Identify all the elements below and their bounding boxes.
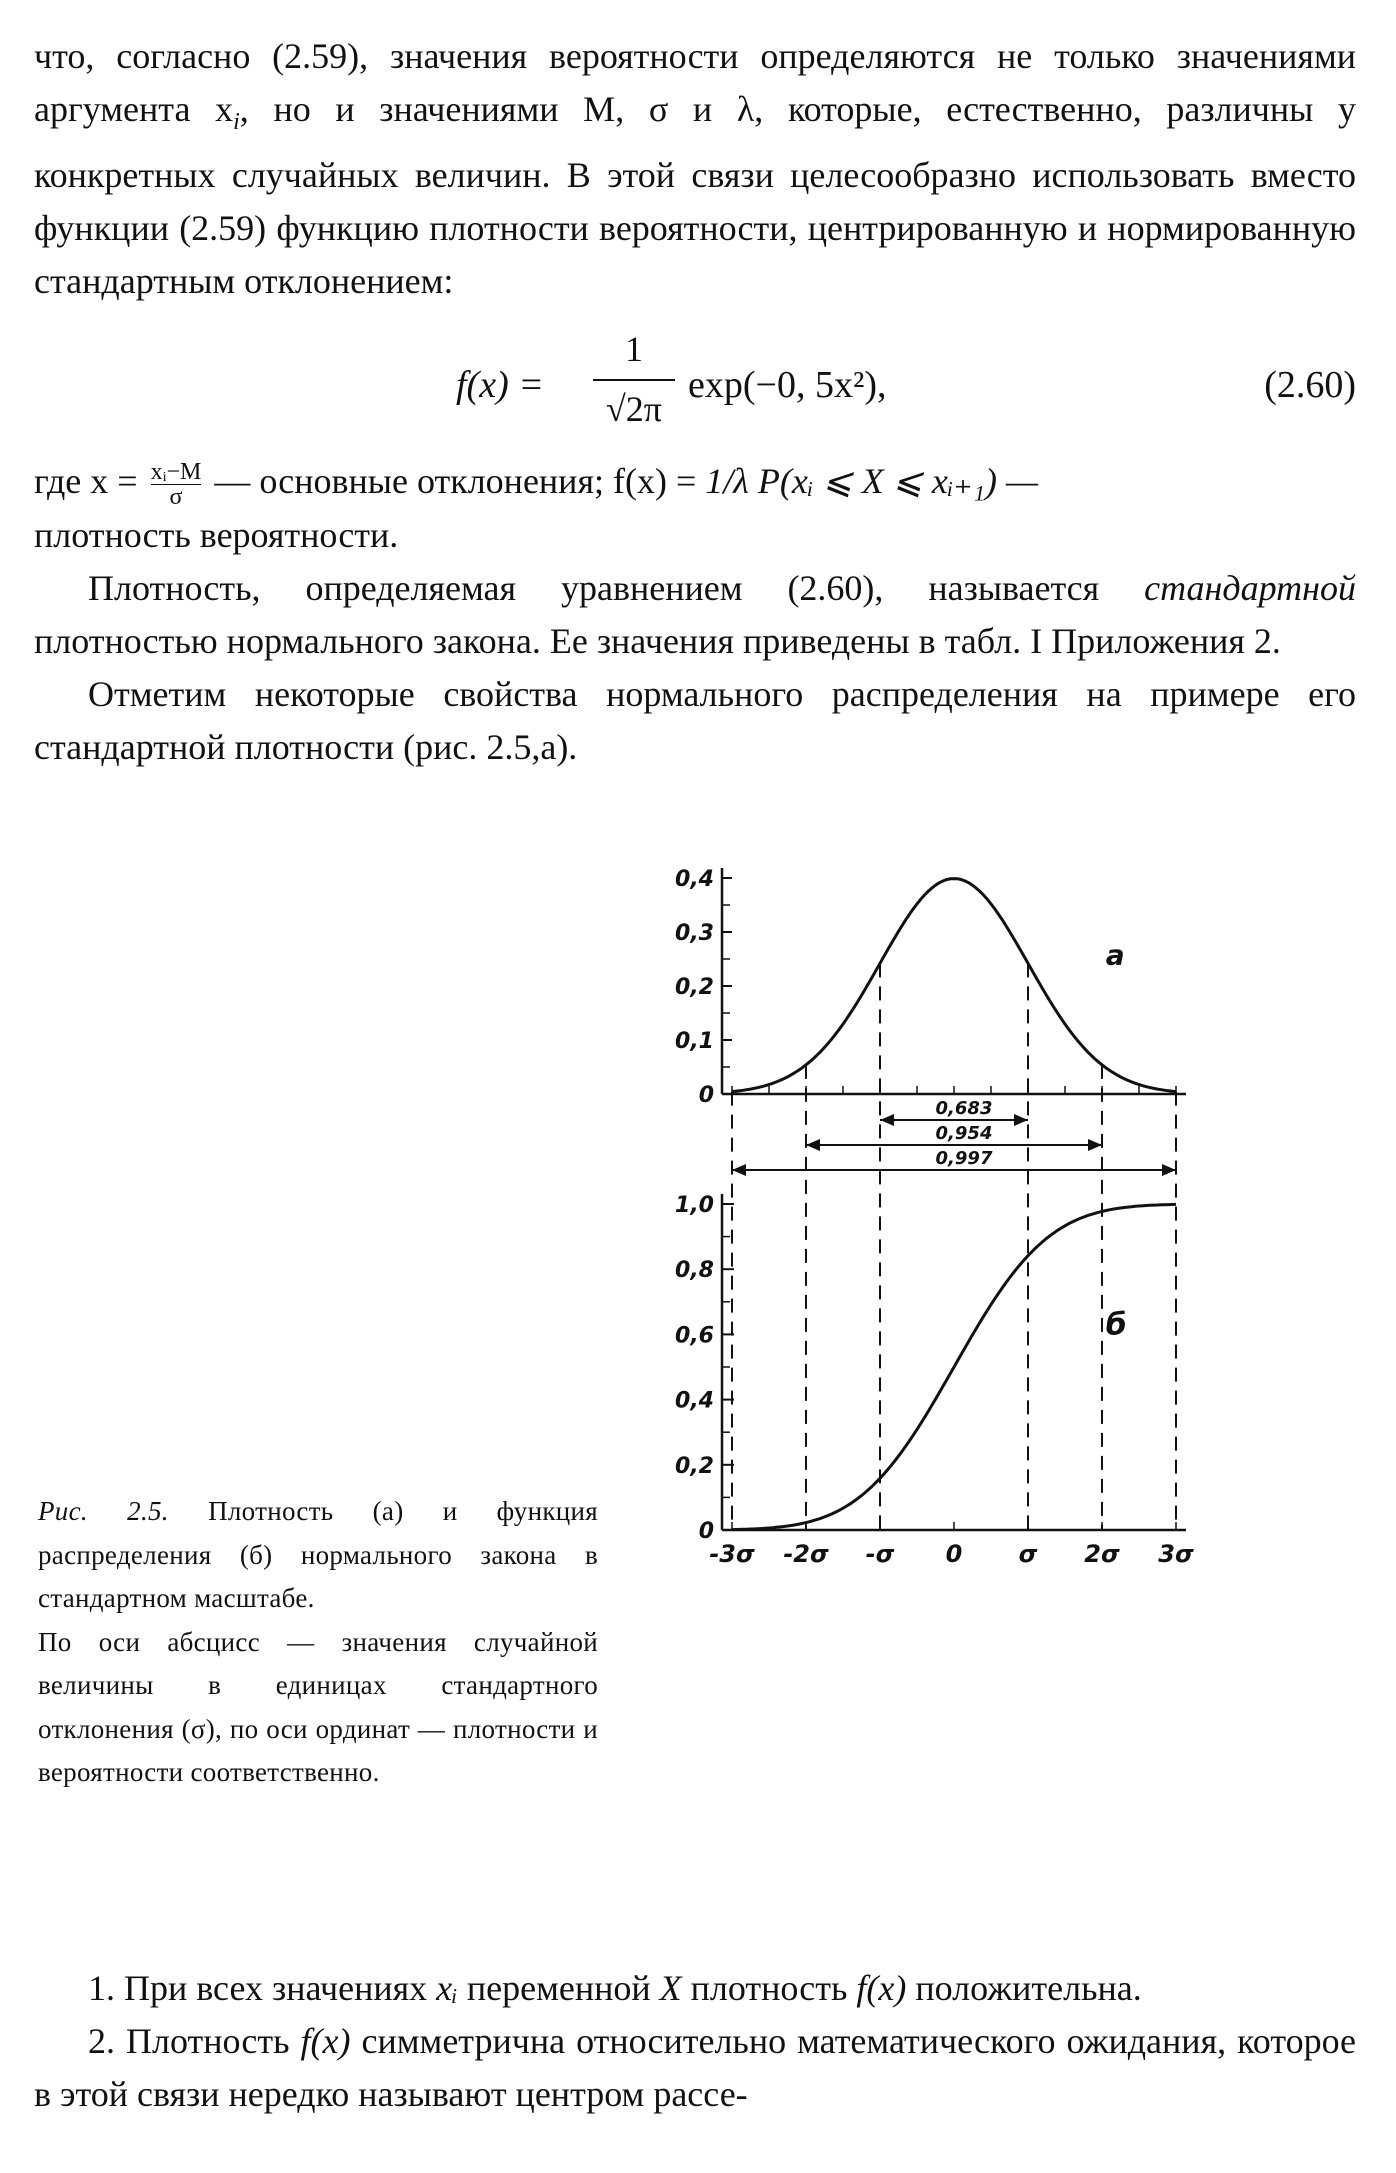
- arrow-head-left: [806, 1139, 820, 1151]
- formula-number: (2.60): [1264, 364, 1356, 406]
- panel-label-a: а: [1105, 938, 1125, 972]
- figure-svg: [640, 850, 1360, 1910]
- density-curve: [732, 879, 1176, 1092]
- paragraph-1-continued: , но и значениями M, σ и λ, которые, естественно, различны у конкретных случайных величин. В этой связи целесообразно использовать вместо функции (2.59) функцию плотности вероятности, центрированную и нормированную стандартным отклонением:: [34, 89, 1356, 302]
- tick-label-y-b: 0,2: [675, 1453, 714, 1479]
- p3-italic: стандартной: [1144, 568, 1356, 609]
- cdf-curve: [732, 1204, 1176, 1529]
- paragraph-6: [34, 2015, 1356, 2121]
- arrow-head-right: [1088, 1139, 1102, 1151]
- p2-frac-num: xᵢ−M: [150, 459, 202, 486]
- formula-2-60: [0, 325, 1396, 445]
- arrow-head-right: [1162, 1164, 1176, 1176]
- panel-label-b: б: [1105, 1307, 1127, 1343]
- paragraph-1: [34, 30, 1356, 308]
- arrow-head-left: [880, 1114, 894, 1126]
- interval-label: 0,997: [935, 1148, 993, 1169]
- p2-fraction: [151, 460, 202, 509]
- p2-frac-den: σ: [169, 484, 183, 511]
- p2-probability: 1/λ P(xᵢ ⩽ X ⩽ xᵢ₊₁) —: [705, 461, 1039, 501]
- p5-f: f(x): [856, 1968, 907, 2008]
- p5-a: 1. При всех значениях: [88, 1968, 437, 2008]
- p6-a: 2. Плотность: [88, 2021, 301, 2061]
- formula-lhs: f(x) =: [456, 364, 544, 406]
- tick-label-y-a: 0,1: [675, 1029, 714, 1054]
- figure-2-5: [640, 850, 1360, 1915]
- tick-label-x-b: 0: [945, 1540, 963, 1568]
- p5-b: переменной: [457, 1968, 660, 2008]
- tick-label-y-a: 0,3: [675, 921, 714, 946]
- text-block-top: [34, 30, 1356, 308]
- caption-text-2: По оси абсцисс — значения случайной величины в единицах стандартного отклонения (σ), по оси ординат — плотности и вероятности соответственно.: [38, 1626, 598, 1787]
- caption-text-1: Плотность (а) и функция распределения (б) нормального закона в стандартном масштабе.: [38, 1496, 598, 1613]
- arrow-head-left: [732, 1164, 746, 1176]
- p5-var: xᵢ: [436, 1968, 458, 2008]
- tick-label-x-b: 2σ: [1084, 1540, 1120, 1568]
- tick-label-y-a: 0: [698, 1083, 714, 1108]
- tick-label-x-b: -2σ: [783, 1540, 829, 1568]
- interval-label: 0,683: [935, 1098, 993, 1119]
- tick-label-y-b: 0,8: [675, 1258, 714, 1284]
- p5-X: X: [659, 1968, 682, 2008]
- p2-end: плотность вероятности.: [34, 515, 399, 556]
- tick-label-x-b: -3σ: [709, 1540, 755, 1568]
- p2-start: где x =: [34, 461, 147, 501]
- tick-label-y-b: 0: [698, 1519, 714, 1544]
- text-block-middle: [34, 455, 1356, 774]
- tick-label-x-b: 3σ: [1158, 1540, 1194, 1568]
- p6-b: симметрична относительно математического ожидания, которое в этой связи нередко называют центром рассе-: [34, 2021, 1356, 2114]
- formula-rhs: exp(−0, 5x²),: [688, 364, 887, 406]
- paragraph-3: [34, 562, 1356, 668]
- p3-end: плотностью нормального закона. Ее значения приведены в табл. I Приложения 2.: [34, 621, 1281, 662]
- formula-numerator: 1: [625, 329, 643, 369]
- tick-label-y-b: 0,6: [675, 1323, 714, 1349]
- p2-mid: — основные отклонения; f(x) =: [205, 461, 706, 501]
- tick-label-x-b: σ: [1018, 1540, 1038, 1568]
- arrow-head-right: [1014, 1114, 1028, 1126]
- p3-start: Плотность, определяемая уравнением (2.60), называется: [88, 568, 1145, 609]
- formula-denominator: √2π: [606, 389, 662, 429]
- fraction-bar: [593, 379, 675, 381]
- p5-c: плотность: [681, 1968, 857, 2008]
- p6-f: f(x): [300, 2021, 351, 2061]
- text-block-bottom: [34, 1962, 1356, 2121]
- paragraph-4: Отметим некоторые свойства нормального распределения на примере его стандартной плотности (рис. 2.5,а).: [34, 674, 1356, 768]
- caption-para-1: [38, 1490, 598, 1621]
- figure-caption: [38, 1490, 598, 1795]
- formula-fraction: [589, 325, 679, 433]
- caption-label: Рис. 2.5.: [38, 1496, 169, 1526]
- paragraph-1-text: что, согласно (2.59), значения вероятности определяются не только значениями аргумента x: [34, 36, 1356, 129]
- tick-label-x-b: -σ: [865, 1540, 895, 1568]
- paragraph-5: [34, 1962, 1356, 2015]
- paragraph-2: [34, 455, 1356, 562]
- tick-label-y-b: 1,0: [675, 1193, 714, 1218]
- interval-label: 0,954: [935, 1123, 993, 1144]
- tick-label-y-a: 0,2: [675, 975, 714, 1000]
- p5-d: положительна.: [906, 1968, 1142, 2008]
- tick-label-y-a: 0,4: [675, 867, 714, 892]
- tick-label-y-b: 0,4: [675, 1388, 714, 1414]
- subscript-i: i: [233, 109, 240, 136]
